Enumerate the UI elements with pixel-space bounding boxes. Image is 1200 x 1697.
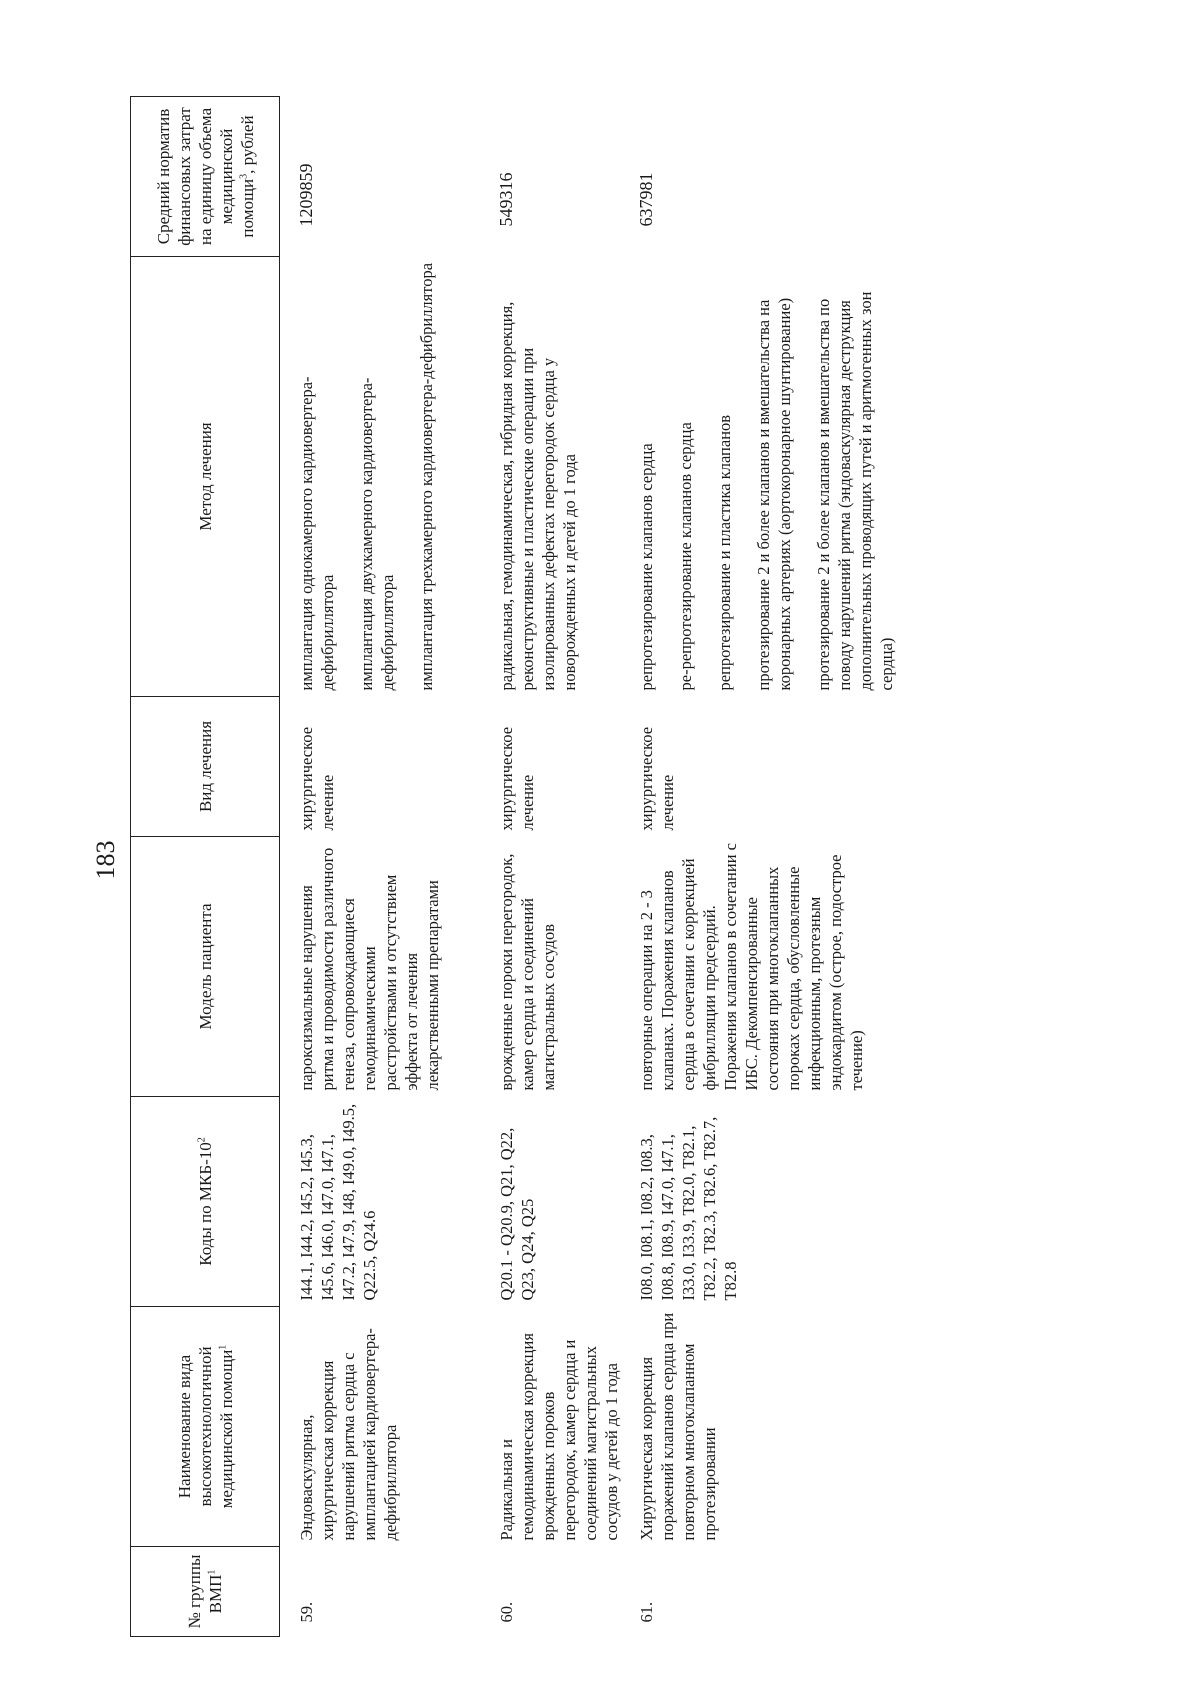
treatment-method: ре-репротезирование клапанов сердца xyxy=(676,422,695,691)
row-treatment-methods xyxy=(280,257,487,697)
row-vmp-name: Эндоваскулярная, хирургическая коррекция нарушений ритма сердца с имплантацией кардиовертера-дефибриллятора xyxy=(297,1328,400,1541)
vmp-table xyxy=(130,96,1136,1637)
row-avg-cost: 1209859 xyxy=(296,163,316,227)
row-vmp-name: Радикальная и гемодинамическая коррекция врожденных пороков перегородок, камер сердца и соединений магистральных сосудов у детей до 1 года xyxy=(497,1333,621,1541)
rotated-table-container xyxy=(130,97,1140,1637)
treatment-method: репротезирование клапанов сердца xyxy=(637,443,656,691)
row-vmp-name: Хирургическая коррекция поражений клапанов сердца при повторном многоклапанном протезировании xyxy=(637,1312,719,1541)
row-number: 59. xyxy=(297,1601,316,1623)
header-avg-cost: Средний норматив финансовых затрат на единицу объема медицинской помощи$^3$, рублей xyxy=(131,97,280,257)
treatment-method: имплантация однокамерного кардиовертера-дефибриллятора xyxy=(297,376,337,691)
treatment-method: имплантация трехкамерного кардиовертера-дефибриллятора xyxy=(417,262,436,691)
row-patient-model: пароксизмальные нарушения ритма и проводимости различного генеза, сопровождающиеся гемодинамическими расстройствами и отсутствием эффекта от лечения лекарственными препаратами xyxy=(297,847,442,1091)
header-treatment-type: Вид лечения xyxy=(131,697,280,837)
page-number: 183 xyxy=(91,840,120,880)
row-icd-codes: I08.0, I08.1, I08.2, I08.3, I08.8, I08.9, I47.0, I47.1, I33.0, I33.9, T82.0, T82.1, T82.2, T82.3, T82.6, T82.7, T82.8 xyxy=(637,1116,740,1301)
treatment-method: радикальная, гемодинамическая, гибридная коррекция, реконструктивные и пластические операции при изолированных дефектах перегородок сердца у новорожденных и детей до 1 года xyxy=(497,301,579,691)
table-header-row xyxy=(131,97,280,1637)
row-avg-cost: 637981 xyxy=(636,172,656,227)
table-row xyxy=(486,97,626,1637)
header-patient-model: Модель пациента xyxy=(131,837,280,1097)
header-icd-codes: Коды по МКБ-$10^2$ xyxy=(131,1097,280,1307)
row-treatment-type: хирургическое лечение xyxy=(497,726,537,831)
row-icd-codes: Q20.1 - Q20.9, Q21, Q22, Q23, Q24, Q25 xyxy=(497,1127,537,1301)
header-vmp-name: Наименование вида высокотехнологичной медицинской помощи$^1$ xyxy=(131,1307,280,1547)
row-treatment-methods xyxy=(486,257,626,697)
treatment-method: протезирование 2 и более клапанов и вмешательства на коронарных артериях (аортокоронарное шунтирование) xyxy=(754,297,794,691)
table-row xyxy=(280,97,487,1637)
row-number: 61. xyxy=(637,1601,656,1623)
row-patient-model: врожденные пороки перегородок, камер сердца и соединений магистральных сосудов xyxy=(497,853,558,1091)
header-group-no: № группы ВМП$^1$ xyxy=(131,1547,280,1637)
row-patient-model: повторные операции на 2 - 3 клапанах. Поражения клапанов сердца в сочетании с коррекцией фибрилляции предсердий. Поражения клапанов в сочетании с ИБС. Декомпенсированные состояния при многоклапанных пороках сердца, обусловленные инфекционным, протезным эндокардитом (острое, подострое течение) xyxy=(637,843,866,1091)
row-treatment-type: хирургическое лечение xyxy=(637,726,677,831)
row-treatment-methods xyxy=(626,257,1136,697)
table-row xyxy=(626,97,1136,1637)
row-number: 60. xyxy=(497,1601,516,1623)
treatment-method: протезирование 2 и более клапанов и вмешательства по поводу нарушений ритма (эндоваскулярная деструкция дополнительных проводящих путей и аритмогенных зон сердца) xyxy=(814,291,896,691)
header-treatment-method: Метод лечения xyxy=(131,257,280,697)
treatment-method: репротезирование и пластика клапанов xyxy=(715,414,734,691)
row-treatment-type: хирургическое лечение xyxy=(297,726,337,831)
row-icd-codes: I44.1, I44.2, I45.2, I45.3, I45.6, I46.0, I47.0, I47.1, I47.2, I47.9, I48, I49.0, I49.5, Q22.5, Q24.6 xyxy=(297,1103,379,1301)
treatment-method: имплантация двухкамерного кардиовертера-дефибриллятора xyxy=(357,377,397,691)
row-avg-cost: 549316 xyxy=(496,172,516,227)
